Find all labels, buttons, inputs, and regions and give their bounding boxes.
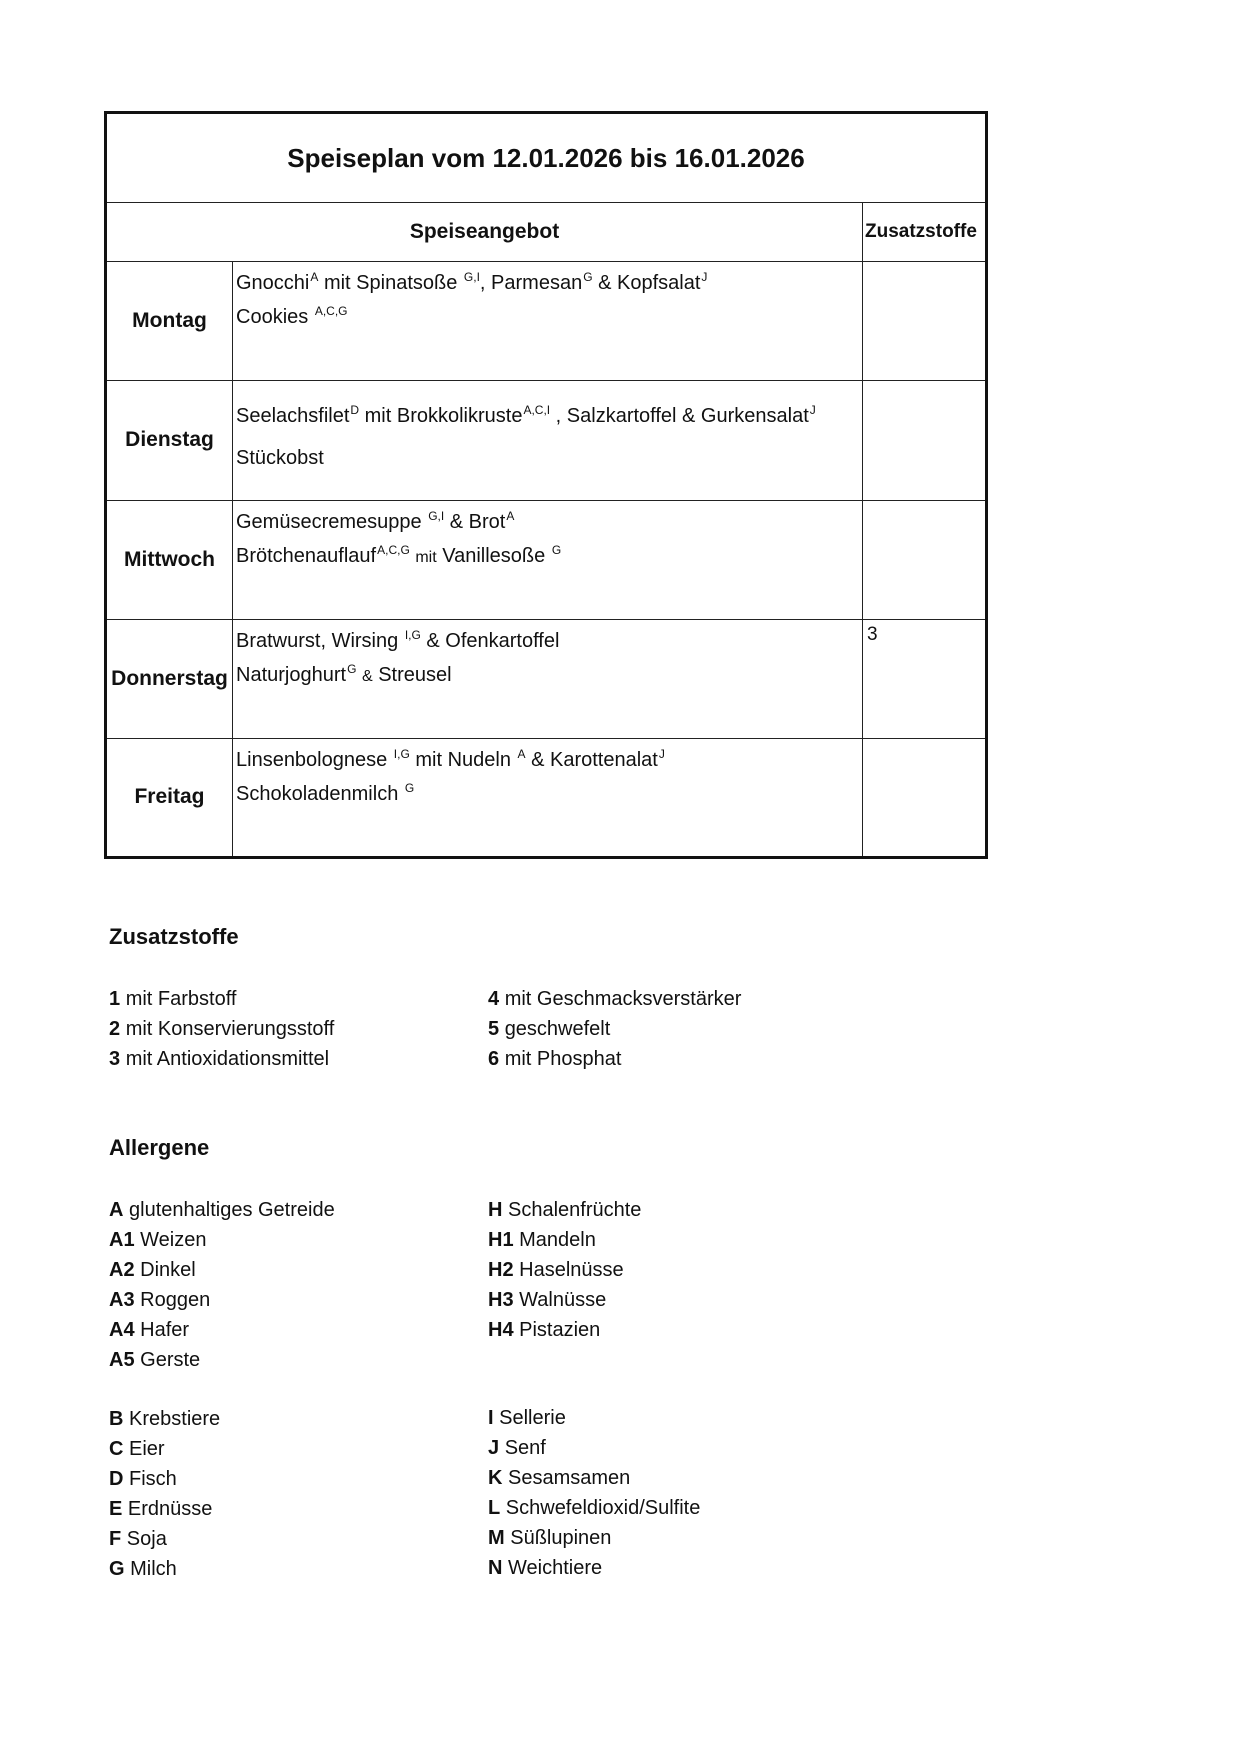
legend-label: Haselnüsse: [519, 1259, 624, 1281]
legend-code: H4: [488, 1319, 514, 1341]
dish-line: [236, 505, 862, 539]
legend-code: H: [488, 1199, 503, 1221]
legend-label: Weichtiere: [508, 1557, 603, 1579]
dish-line: [236, 441, 862, 475]
allergen-superscript: G: [583, 270, 593, 285]
day-name: Montag: [106, 262, 233, 381]
legend-code: H3: [488, 1289, 514, 1311]
dish-line: [236, 266, 862, 300]
legend-code: A3: [109, 1289, 135, 1311]
legend-label: Milch: [130, 1558, 177, 1580]
allergen-superscript: A: [517, 746, 526, 761]
legend-gap: [109, 1375, 335, 1404]
legend-code: L: [488, 1497, 501, 1519]
dish-cell: [233, 619, 863, 738]
legend-label: Erdnüsse: [127, 1498, 213, 1520]
legend-code: A2: [109, 1259, 135, 1281]
legend-label: Walnüsse: [519, 1289, 607, 1311]
allergen-superscript: J: [809, 403, 816, 418]
legend-label: Eier: [129, 1438, 165, 1460]
legend-code: D: [109, 1468, 124, 1490]
legend-label: Soja: [126, 1528, 167, 1550]
legend-code: 5: [488, 1018, 500, 1040]
legend-item: [109, 1285, 335, 1315]
dish-line: [236, 777, 862, 811]
dish-text: mit Spinatsoße: [318, 272, 463, 295]
legend-label: Mandeln: [519, 1229, 596, 1251]
legend-item: [109, 1014, 334, 1044]
legend-code: E: [109, 1498, 123, 1520]
legend-item: [109, 1464, 335, 1494]
legend-gap: [488, 1345, 700, 1374]
legend-label: Fisch: [129, 1468, 177, 1490]
additives-legend-right: [488, 984, 741, 1074]
dish-text: mit Nudeln: [409, 748, 517, 771]
column-header-additives: Zusatzstoffe: [863, 203, 987, 262]
legend-item: [109, 1494, 335, 1524]
legend-item: [488, 1255, 700, 1285]
day-rows: [106, 262, 987, 858]
additives-cell: [863, 262, 987, 381]
legend-code: 2: [109, 1018, 121, 1040]
legend-label: Pistazien: [519, 1319, 601, 1341]
legend-code: N: [488, 1557, 503, 1579]
allergen-superscript: G: [347, 661, 357, 676]
legend-item: [109, 1044, 334, 1074]
day-name: Donnerstag: [106, 619, 233, 738]
dish-text: Streusel: [372, 663, 452, 686]
menu-table: [104, 111, 988, 859]
legend-code: A4: [109, 1319, 135, 1341]
legend-item: [488, 1285, 700, 1315]
legend-code: B: [109, 1408, 124, 1430]
dish-connector: mit: [415, 548, 437, 566]
legend-item: [488, 1315, 700, 1345]
legend-item: [109, 1404, 335, 1434]
dish-text: mit Brokkolikruste: [359, 405, 523, 428]
legend-code: F: [109, 1528, 122, 1550]
legend-item: [488, 1403, 700, 1433]
legend-code: 4: [488, 988, 500, 1010]
legend-item: [109, 1225, 335, 1255]
dish-line: [236, 539, 862, 575]
additives-legend-title: Zusatzstoffe: [109, 924, 239, 949]
dish-connector: &: [361, 667, 373, 685]
legend-label: Sesamsamen: [508, 1467, 631, 1489]
legend-code: J: [488, 1437, 500, 1459]
dish-line: [236, 658, 862, 694]
legend-item: [109, 984, 334, 1014]
legend-label: Sellerie: [499, 1407, 566, 1429]
allergen-superscript: G: [404, 780, 415, 795]
dish-cell: [233, 500, 863, 619]
legend-code: 6: [488, 1048, 500, 1070]
legend-label: geschwefelt: [504, 1018, 611, 1040]
allergen-superscript: G: [551, 542, 562, 557]
day-name: Freitag: [106, 738, 233, 857]
legend-item: [488, 1433, 700, 1463]
dish-cell: [233, 262, 863, 381]
legend-code: A: [109, 1199, 124, 1221]
legend-item: [109, 1434, 335, 1464]
legend-code: M: [488, 1527, 505, 1549]
dish-text: Cookies: [236, 306, 314, 329]
dish-text: Gnocchi: [236, 272, 310, 295]
legend-item: [109, 1524, 335, 1554]
allergen-superscript: A: [310, 270, 319, 285]
allergen-superscript: G,I: [428, 508, 445, 523]
legend-label: Gerste: [140, 1349, 201, 1371]
dish-text: Seelachsfilet: [236, 405, 350, 428]
legend-code: K: [488, 1467, 503, 1489]
legend-code: C: [109, 1438, 124, 1460]
dish-text: Linsenbolognese: [236, 748, 393, 771]
dish-cell: [233, 381, 863, 500]
dish-text: & Brot: [444, 510, 506, 533]
menu-title: Speiseplan vom 12.01.2026 bis 16.01.2026: [106, 113, 987, 203]
legend-label: mit Antioxidationsmittel: [125, 1048, 330, 1070]
legend-item: [109, 1195, 335, 1225]
legend-code: G: [109, 1558, 125, 1580]
legend-item: [488, 1225, 700, 1255]
dish-line: [236, 399, 862, 433]
dish-text: & Karottenalat: [525, 748, 658, 771]
allergen-superscript: A: [506, 508, 515, 523]
legend-label: Dinkel: [140, 1259, 196, 1281]
legend-item: [109, 1255, 335, 1285]
dish-cell: [233, 738, 863, 857]
legend-item: [488, 1523, 700, 1553]
dish-line: [236, 743, 862, 777]
legend-item: [488, 1014, 741, 1044]
legend-code: 3: [109, 1048, 121, 1070]
dish-text: , Parmesan: [479, 272, 583, 295]
legend-item: [109, 1554, 335, 1584]
dish-text: Bratwurst, Wirsing: [236, 629, 404, 652]
dish-text: Vanillesoße: [436, 544, 551, 567]
legend-label: Süßlupinen: [510, 1527, 612, 1549]
legend-label: Hafer: [140, 1319, 190, 1341]
legend-item: [488, 1195, 700, 1225]
legend-gap: [488, 1374, 700, 1403]
legend-item: [488, 1044, 741, 1074]
dish-line: [236, 300, 862, 334]
day-name: Mittwoch: [106, 500, 233, 619]
allergens-legend-left: [109, 1195, 335, 1584]
dish-text: & Kopfsalat: [592, 272, 701, 295]
dish-line: [236, 624, 862, 658]
additives-cell: 3: [863, 619, 987, 738]
day-row: [106, 262, 987, 381]
legend-label: mit Farbstoff: [125, 988, 237, 1010]
dish-text: Schokoladenmilch: [236, 782, 404, 805]
legend-label: Schwefeldioxid/Sulfite: [505, 1497, 701, 1519]
legend-code: H2: [488, 1259, 514, 1281]
allergens-legend-title: Allergene: [109, 1135, 210, 1160]
legend-label: mit Konservierungsstoff: [125, 1018, 335, 1040]
day-row: [106, 381, 987, 500]
allergen-superscript: A,C,I: [523, 403, 551, 418]
legend-code: H1: [488, 1229, 514, 1251]
additives-cell: [863, 738, 987, 857]
legend-label: Roggen: [140, 1289, 211, 1311]
legend-code: 1: [109, 988, 121, 1010]
legend-label: Weizen: [140, 1229, 207, 1251]
legend-code: A5: [109, 1349, 135, 1371]
legend-item: [488, 1463, 700, 1493]
allergen-superscript: J: [701, 270, 708, 285]
additives-cell: [863, 500, 987, 619]
day-row: [106, 619, 987, 738]
dish-text: , Salzkartoffel & Gurkensalat: [550, 405, 809, 428]
allergen-superscript: A,C,G: [314, 304, 348, 319]
day-name: Dienstag: [106, 381, 233, 500]
additives-cell: [863, 381, 987, 500]
legend-item: [109, 1315, 335, 1345]
legend-label: mit Phosphat: [504, 1048, 622, 1070]
dish-text: Brötchenauflauf: [236, 544, 377, 567]
allergen-superscript: A,C,G: [377, 542, 410, 557]
allergen-superscript: D: [350, 403, 360, 418]
dish-text: Naturjoghurt: [236, 663, 347, 686]
legend-label: Krebstiere: [129, 1408, 221, 1430]
additives-legend-left: [109, 984, 334, 1074]
legend-label: Senf: [504, 1437, 546, 1459]
allergen-superscript: I,G: [393, 746, 410, 761]
legend-item: [488, 1493, 700, 1523]
legend-item: [488, 984, 741, 1014]
allergen-superscript: I,G: [404, 627, 421, 642]
day-row: [106, 738, 987, 857]
dish-text: Gemüsecremesuppe: [236, 510, 428, 533]
dish-text: Stückobst: [236, 447, 324, 470]
legend-code: A1: [109, 1229, 135, 1251]
column-header-offer: Speiseangebot: [106, 203, 863, 262]
day-row: [106, 500, 987, 619]
legend-label: Schalenfrüchte: [508, 1199, 642, 1221]
legend-item: [488, 1553, 700, 1583]
allergen-superscript: G,I: [463, 270, 480, 285]
allergens-legend-right: [488, 1195, 700, 1583]
dish-text: & Ofenkartoffel: [420, 629, 560, 652]
legend-label: glutenhaltiges Getreide: [129, 1199, 335, 1221]
legend-item: [109, 1345, 335, 1375]
legend-code: I: [488, 1407, 494, 1429]
legend-label: mit Geschmacksverstärker: [504, 988, 742, 1010]
allergen-superscript: J: [658, 746, 665, 761]
